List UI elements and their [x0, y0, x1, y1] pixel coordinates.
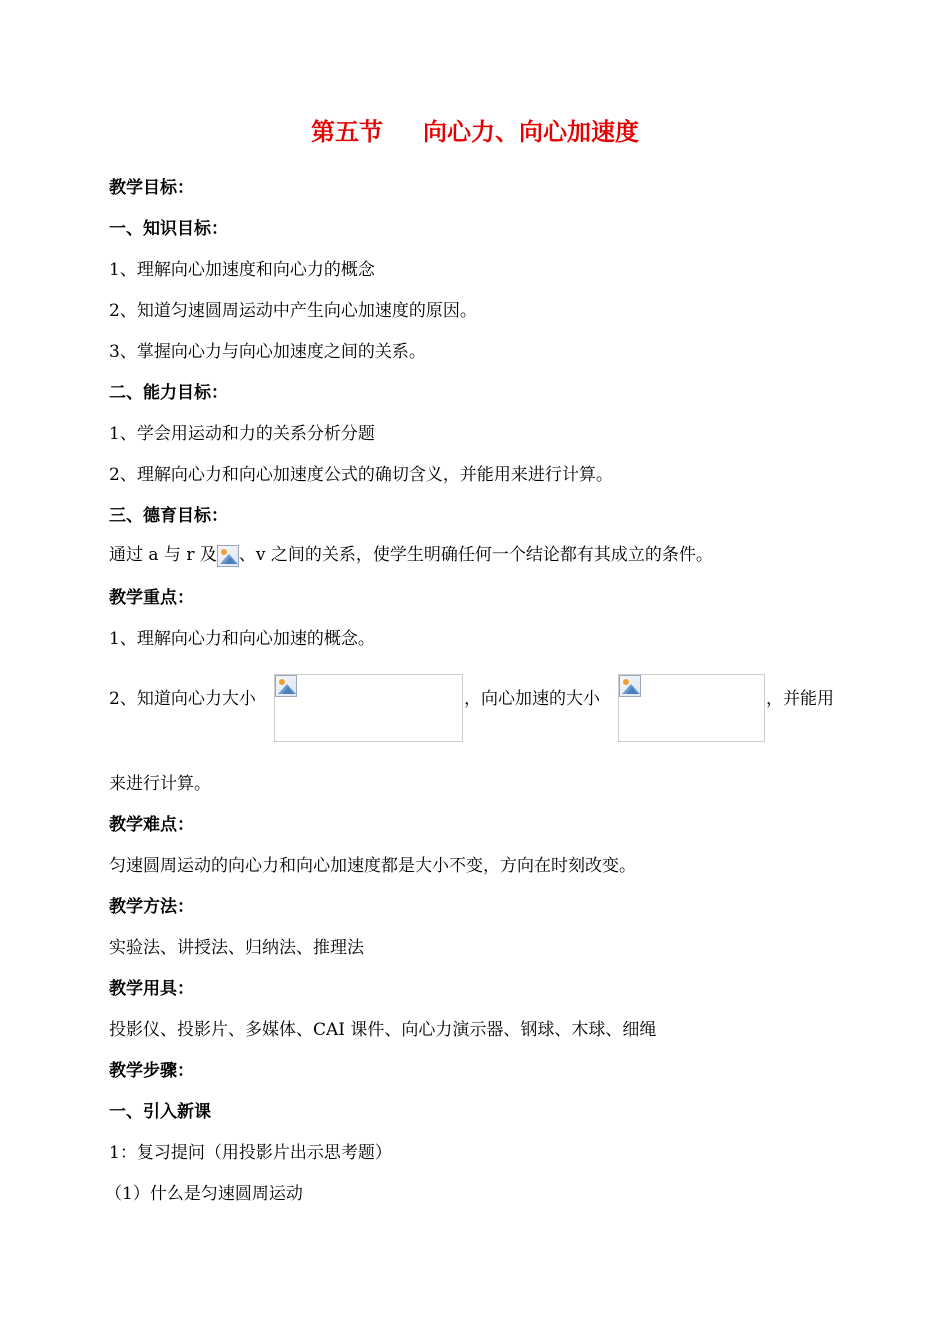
key-point-2-prefix: 2、知道向心力大小	[109, 689, 256, 709]
heading-methods: 教学方法：	[109, 897, 194, 917]
broken-image-icon	[275, 675, 297, 697]
difficulty-text: 匀速圆周运动的向心力和向心加速度都是大小不变，方向在时刻改变。	[109, 856, 636, 876]
heading-tools: 教学用具：	[109, 979, 194, 999]
knowledge-goal-3: 3、掌握向心力与向心加速度之间的关系。	[109, 342, 426, 362]
key-point-2-middle: ，向心加速的大小	[464, 689, 600, 709]
heading-knowledge-goals: 一、知识目标：	[109, 219, 228, 239]
methods-text: 实验法、讲授法、归纳法、推理法	[109, 938, 364, 958]
formula-image-acceleration	[618, 674, 765, 742]
title-topic: 向心力、向心加速度	[423, 118, 639, 146]
heading-teaching-goals: 教学目标：	[109, 178, 194, 198]
page-title	[0, 114, 950, 150]
heading-steps: 教学步骤：	[109, 1061, 194, 1081]
moral-goal-paragraph	[109, 542, 713, 568]
broken-image-icon	[619, 675, 641, 697]
knowledge-goal-1: 1、理解向心加速度和向心力的概念	[109, 260, 375, 280]
heading-ability-goals: 二、能力目标：	[109, 383, 228, 403]
heading-new-lesson: 一、引入新课	[109, 1102, 211, 1122]
key-point-1: 1、理解向心力和向心加速的概念。	[109, 629, 375, 649]
ability-goal-2: 2、理解向心力和向心加速度公式的确切含义，并能用来进行计算。	[109, 465, 613, 485]
heading-key-points: 教学重点：	[109, 588, 194, 608]
knowledge-goal-2: 2、知道匀速圆周运动中产生向心加速度的原因。	[109, 301, 477, 321]
tools-text: 投影仪、投影片、多媒体、CAI 课件、向心力演示器、钢球、木球、细绳	[109, 1020, 657, 1040]
formula-image-force	[274, 674, 463, 742]
moral-goal-text-start: 通过 a 与 r 及	[109, 545, 217, 565]
moral-goal-text-end: 、v 之间的关系，使学生明确任何一个结论都有其成立的条件。	[238, 545, 713, 565]
broken-image-icon	[217, 545, 239, 567]
heading-difficulties: 教学难点：	[109, 815, 194, 835]
key-point-2-suffix: ，并能用	[766, 689, 834, 709]
ability-goal-1: 1、学会用运动和力的关系分析分题	[109, 424, 375, 444]
heading-moral-goals: 三、德育目标：	[109, 506, 228, 526]
title-section: 第五节	[311, 118, 383, 146]
question-1: （1）什么是匀速圆周运动	[105, 1184, 303, 1204]
key-point-2-continued: 来进行计算。	[109, 774, 211, 794]
step-review-question: 1：复习提问（用投影片出示思考题）	[109, 1143, 392, 1163]
